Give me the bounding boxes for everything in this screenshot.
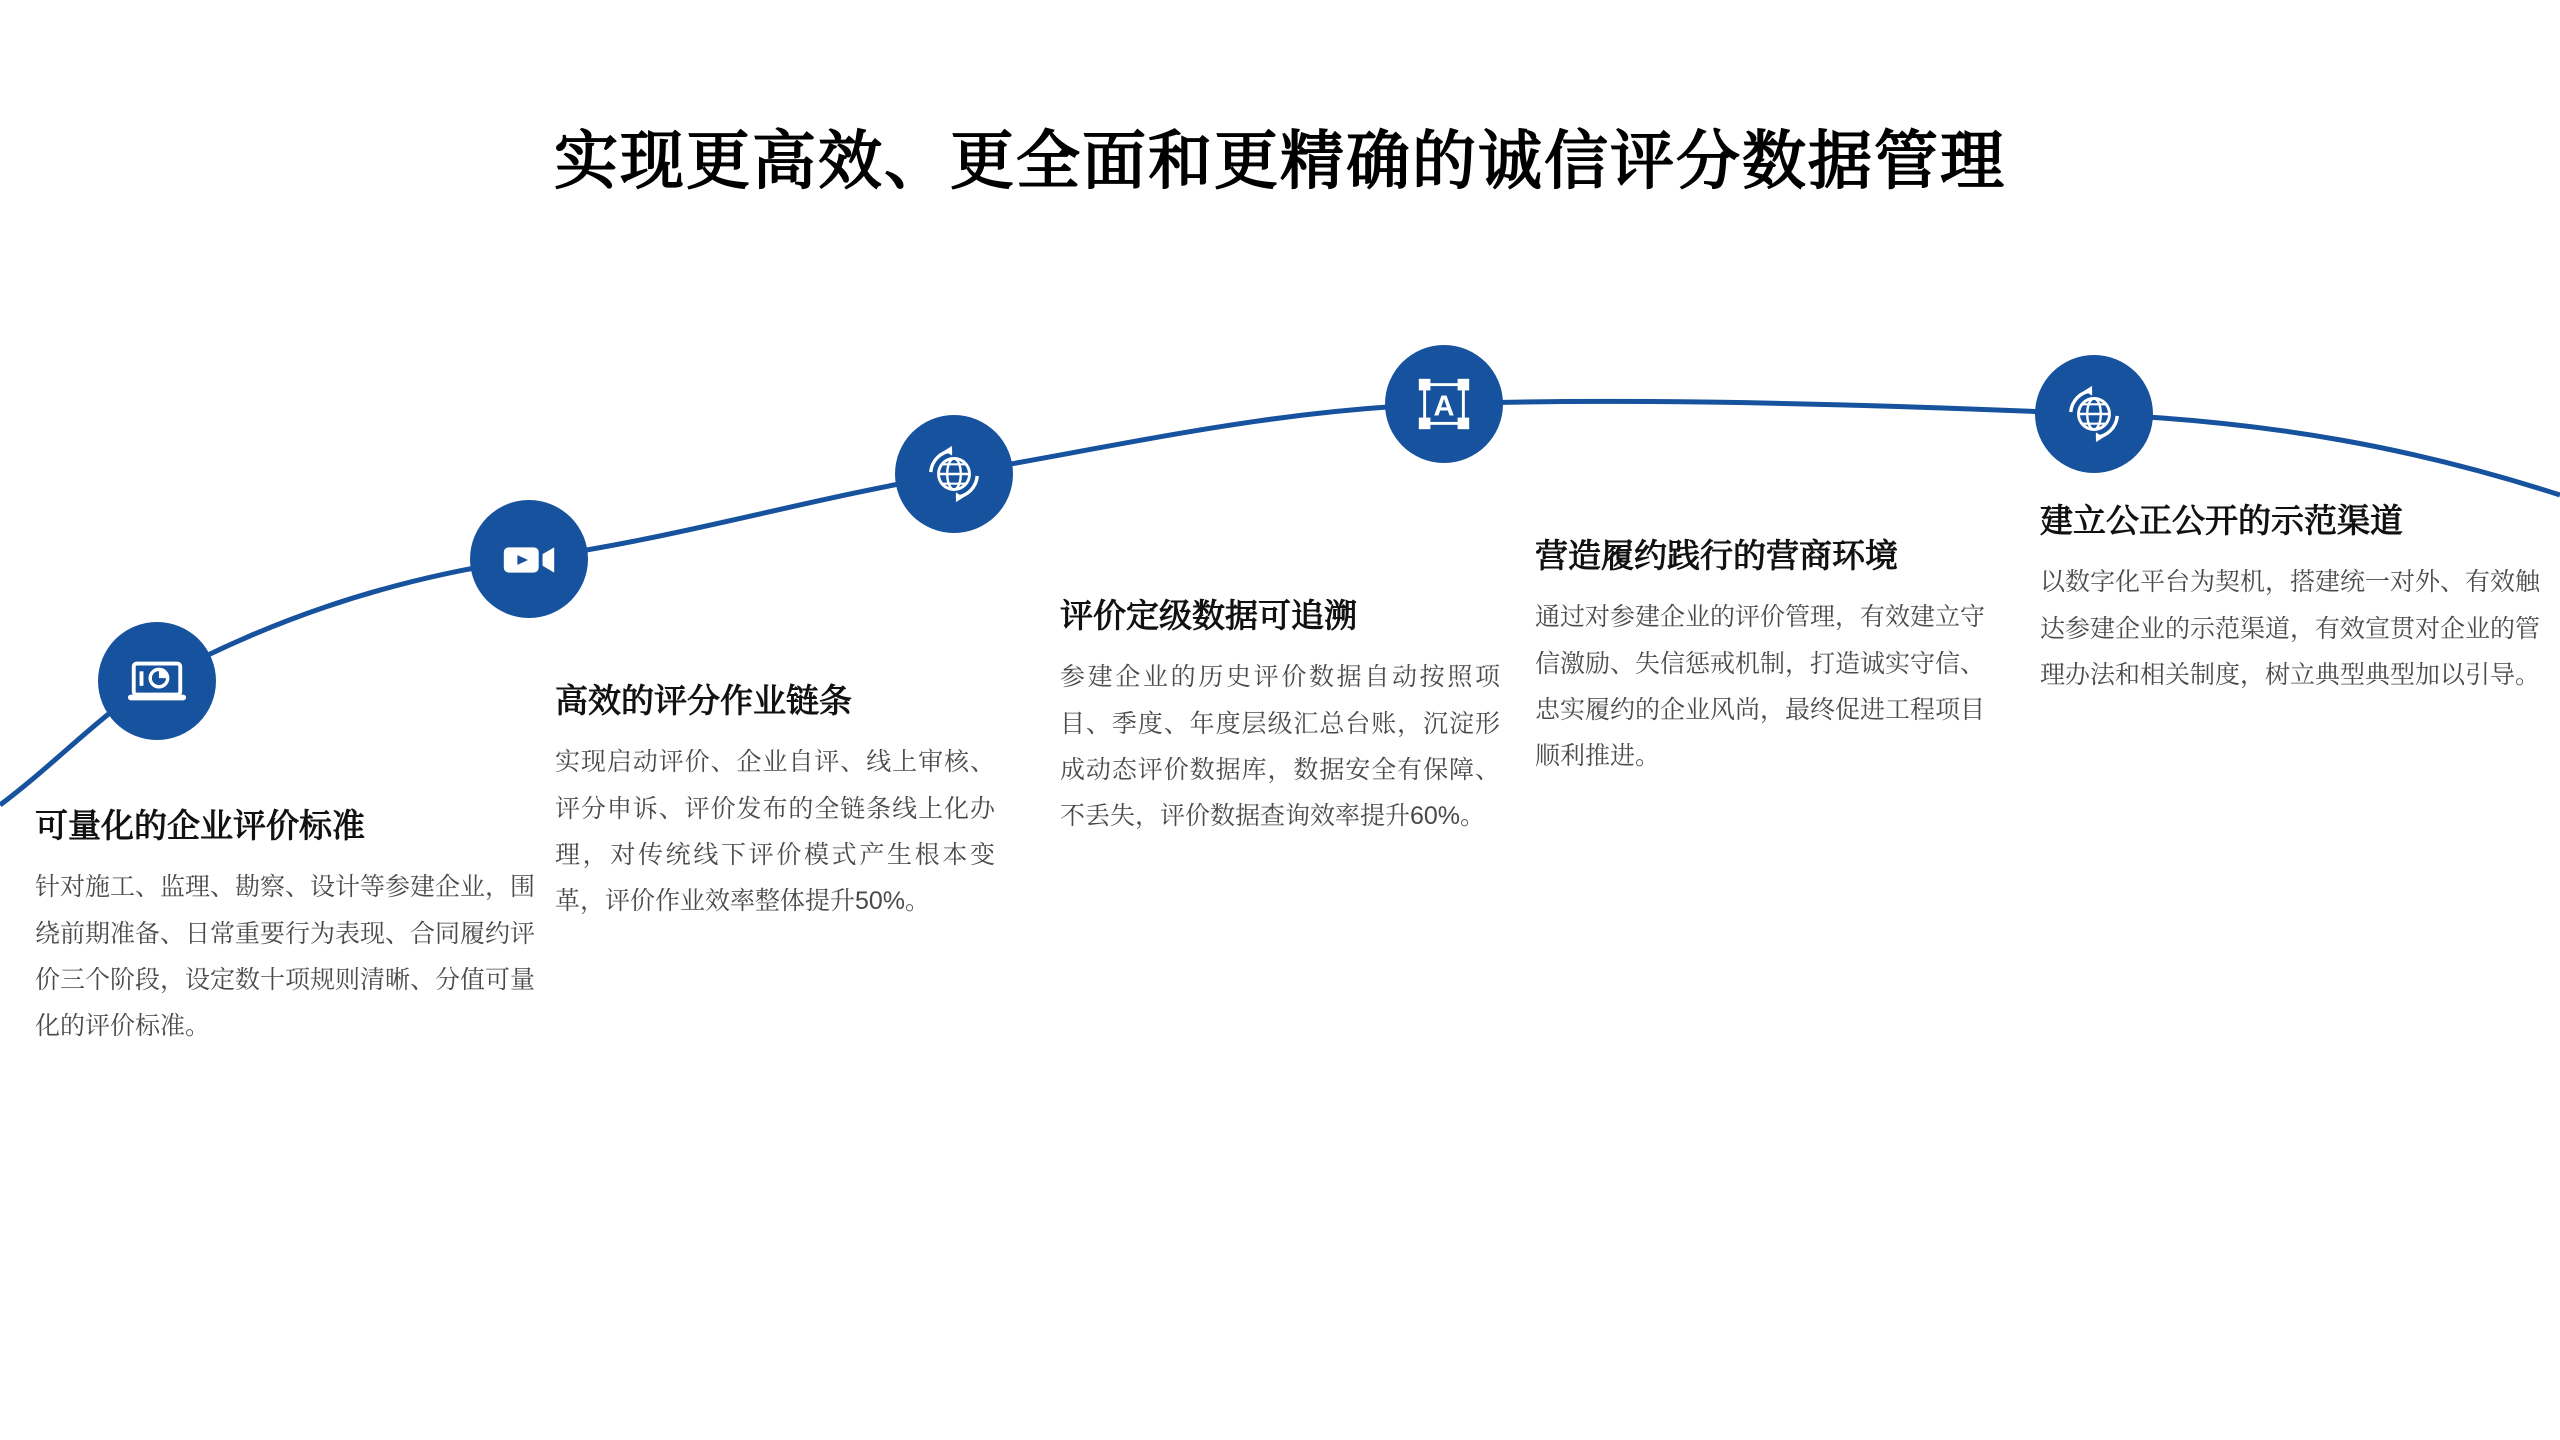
- node-body-5: 以数字化平台为契机，搭建统一对外、有效触达参建企业的示范渠道，有效宣贯对企业的管理办法和相关制度，树立典型典型加以引导。: [2040, 568, 2541, 689]
- globe-refresh-icon: [2035, 355, 2153, 473]
- globe-refresh-icon: [895, 415, 1013, 533]
- node-block-2: [555, 680, 995, 924]
- node-body-4: 通过对参建企业的评价管理，有效建立守信激励、失信惩戒机制，打造诚实守信、忠实履约的企业风尚，最终促进工程项目顺利推进。: [1535, 603, 1986, 770]
- laptop-chart-icon: [98, 622, 216, 740]
- page-title: 实现更高效、更全面和更精确的诚信评分数据管理: [554, 125, 2006, 197]
- node-body-2: 实现启动评价、企业自评、线上审核、评分申诉、评价发布的全链条线上化办理，对传统线下评价模式产生根本变革，评价作业效率整体提升50%。: [555, 748, 995, 915]
- video-camera-icon: [470, 500, 588, 618]
- node-heading-5: 建立公正公开的示范渠道: [2040, 502, 2403, 539]
- node-body-1: 针对施工、监理、勘察、设计等参建企业，围绕前期准备、日常重要行为表现、合同履约评价三个阶段，设定数十项规则清晰、分值可量化的评价标准。: [35, 873, 536, 1040]
- letter-a-frame-icon: [1385, 345, 1503, 463]
- node-heading-3: 评价定级数据可追溯: [1060, 597, 1357, 634]
- node-heading-4: 营造履约践行的营商环境: [1535, 537, 1898, 574]
- node-block-5: [2040, 500, 2540, 698]
- node-heading-2: 高效的评分作业链条: [555, 682, 852, 719]
- svg-text:A: A: [1433, 390, 1455, 423]
- node-block-1: [35, 805, 535, 1049]
- node-block-4: [1535, 535, 1985, 779]
- node-block-3: [1060, 595, 1500, 839]
- node-heading-1: 可量化的企业评价标准: [35, 807, 365, 844]
- node-body-3: 参建企业的历史评价数据自动按照项目、季度、年度层级汇总台账，沉淀形成动态评价数据库，数据安全有保障、不丢失，评价数据查询效率提升60%。: [1060, 663, 1500, 830]
